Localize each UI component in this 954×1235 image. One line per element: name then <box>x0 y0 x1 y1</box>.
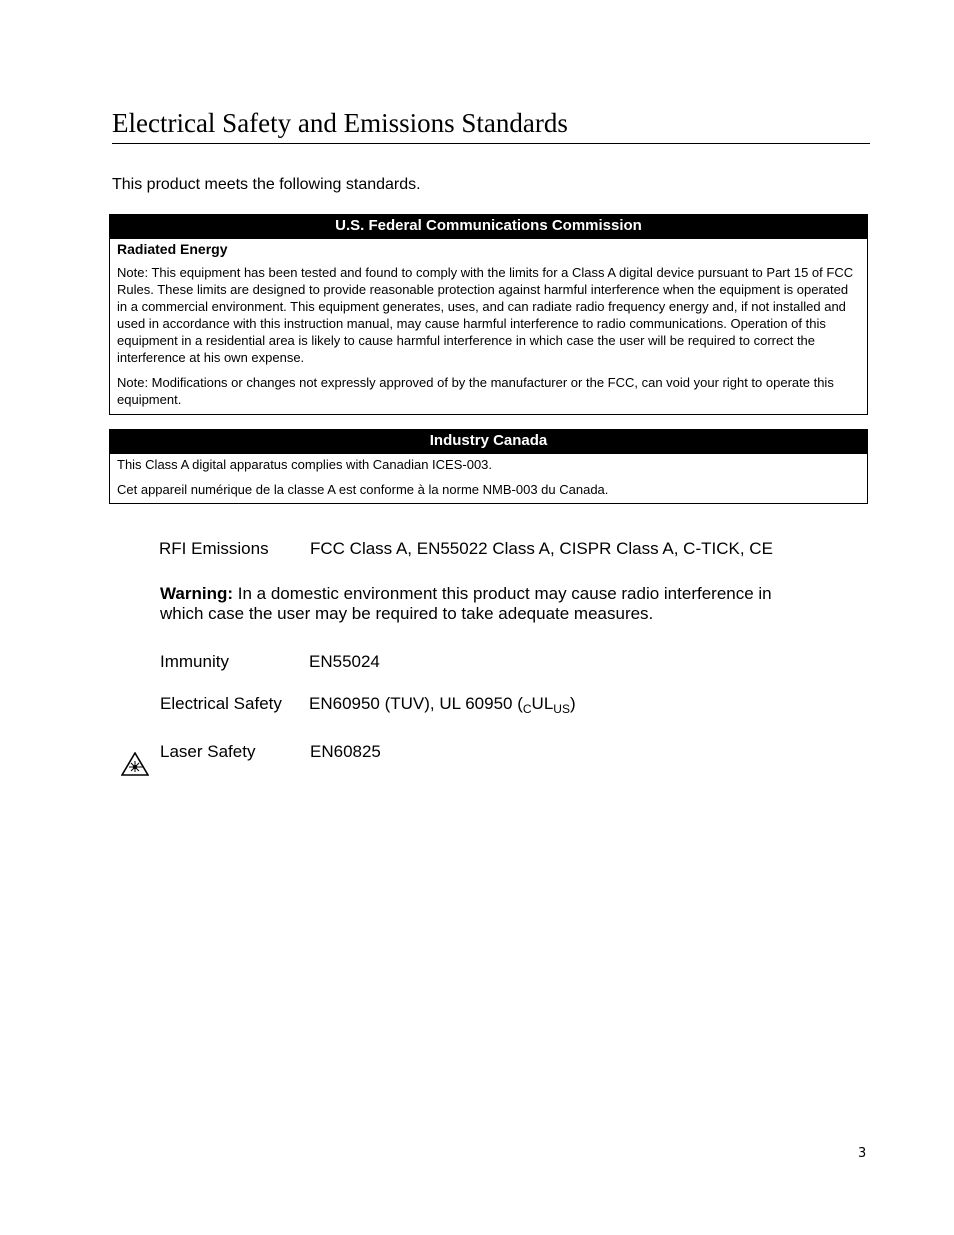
fcc-note-1: Note: This equipment has been tested and found to comply with the limits for a Class A digital device pursuant to Part 15 of FCC Rules. These limits are designed to provide reasonable protection against harmful interference when the equipment is operated in a commercial environment. This equipment generates, uses, and can radiate radio frequency energy and, if not installed and used in accordance with this instruction manual, may cause harmful interference to radio communications. Operation of this equipment in a residential area is likely to cause harmful interference in which case the user will be required to correct the interference at his own expense. <box>117 265 854 365</box>
rfi-emissions-value: FCC Class A, EN55022 Class A, CISPR Class A, C-TICK, CE <box>310 539 773 558</box>
laser-safety-label: Laser Safety <box>160 742 256 761</box>
industry-canada-line-1: This Class A digital apparatus complies with Canadian ICES-003. <box>117 457 493 472</box>
radiated-energy-heading: Radiated Energy <box>117 241 228 257</box>
cul-ul: UL <box>531 694 554 713</box>
electrical-value-prefix: EN60950 (TUV), UL 60950 ( <box>309 694 523 713</box>
fcc-note-2: Note: Modifications or changes not expressly approved of by the manufacturer or the FCC, can void your right to operate this equipment. <box>117 375 834 407</box>
immunity-label: Immunity <box>160 652 229 671</box>
fcc-header: U.S. Federal Communications Commission <box>110 215 867 239</box>
warning-text <box>160 584 800 624</box>
electrical-safety-label: Electrical Safety <box>160 694 282 713</box>
intro-text: This product meets the following standards. <box>112 176 421 193</box>
industry-canada-header: Industry Canada <box>110 430 867 454</box>
warning-body: In a domestic environment this product may cause radio interference in which case the user may be required to take adequate measures. <box>160 584 772 623</box>
laser-safety-value: EN60825 <box>310 742 381 761</box>
page-title: Electrical Safety and Emissions Standards <box>112 106 870 144</box>
electrical-value-suffix: ) <box>569 694 576 713</box>
electrical-safety-value <box>309 694 576 714</box>
warning-label: Warning: <box>160 584 234 603</box>
page-number: 3 <box>858 1146 867 1161</box>
cul-us-subscript: US <box>553 702 570 716</box>
laser-warning-icon <box>121 752 149 776</box>
fcc-standards-box <box>109 214 868 415</box>
industry-canada-line-2: Cet appareil numérique de la classe A est conforme à la norme NMB-003 du Canada. <box>117 482 609 497</box>
rfi-emissions-label: RFI Emissions <box>159 539 269 558</box>
cul-c-subscript: C <box>522 702 532 716</box>
immunity-value: EN55024 <box>309 652 380 671</box>
industry-canada-box <box>109 429 868 504</box>
